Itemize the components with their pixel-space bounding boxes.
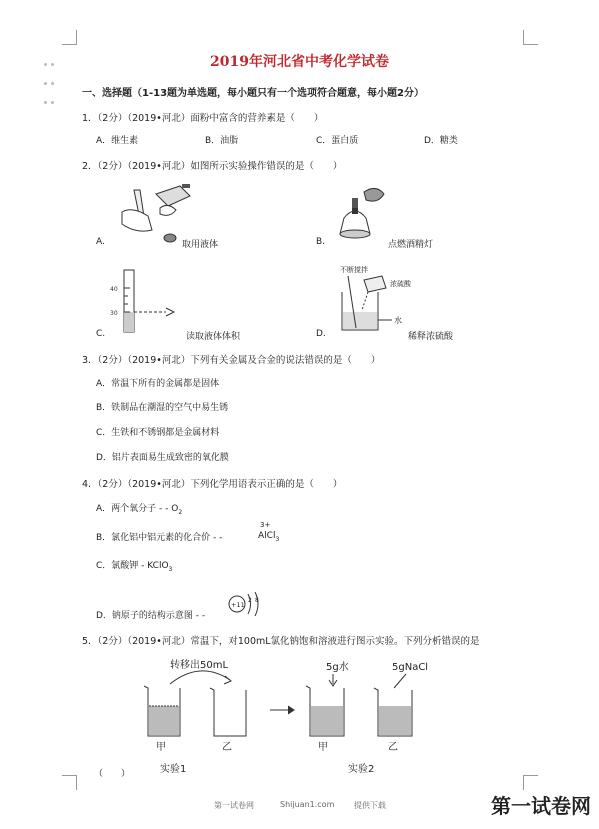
- label-transfer: 转移出50mL: [170, 660, 229, 671]
- q2-option-b-caption: 点燃酒精灯: [388, 240, 434, 250]
- q4-option-b: [96, 530, 222, 543]
- q4-option-b-sub: 3: [275, 535, 280, 543]
- label-stir: 不断搅拌: [340, 266, 368, 274]
- section-heading: 一、选择题（1-13题为单选题，每小题只有一个选项符合题意，每小题2分）: [82, 88, 424, 99]
- q4-option-a-text: A．两个氧分子 - - O: [96, 504, 179, 514]
- q4-option-a-sub: 2: [178, 508, 183, 516]
- question-3-stem: 3．（2分）（2019•河北）下列有关金属及合金的说法错误的是（ ）: [82, 355, 381, 366]
- q2-option-c-caption: 读取液体体积: [186, 332, 241, 342]
- label-water: 水: [394, 316, 402, 325]
- atom-shell-1: 2: [248, 597, 252, 604]
- q4-option-c: [96, 558, 172, 573]
- question-2-stem: 2．（2分）（2019•河北）如图所示实验操作错误的是（ ）: [82, 161, 343, 172]
- q3-option-d: D．铝片表面易生成致密的氧化膜: [96, 453, 229, 463]
- cylinder-mark-40: 40: [110, 286, 118, 293]
- crop-mark-top-right: [523, 30, 538, 45]
- footer-left: 第一试卷网: [214, 801, 254, 810]
- beaker-label-1: 甲: [156, 742, 166, 753]
- cylinder-mark-30: 30: [110, 310, 118, 317]
- q3-option-a: A．常温下所有的金属都是固体: [96, 379, 220, 389]
- q2-option-a-letter: A.: [96, 237, 105, 247]
- q4-option-b-text: B．氯化铝中铝元素的化合价 - -: [96, 533, 223, 543]
- figure-read-cylinder: [108, 268, 180, 334]
- q2-option-c-letter: C.: [96, 329, 106, 339]
- q3-option-c: C．生铁和不锈钢都是金属材料: [96, 428, 220, 438]
- figure-experiment: [130, 650, 450, 778]
- q2-option-d-letter: D.: [316, 329, 326, 339]
- brand-watermark: 第一试卷网: [491, 794, 591, 818]
- q1-option-d: D．糖类: [424, 136, 458, 146]
- experiment-2-label: 实验2: [348, 764, 375, 775]
- q4-option-c-sub: 3: [168, 565, 173, 573]
- atom-nucleus: +11: [231, 601, 245, 609]
- q3-option-b: B．铁制品在潮湿的空气中易生锈: [96, 403, 229, 413]
- q2-option-b-letter: B.: [316, 237, 326, 247]
- footer-right: 提供下载: [354, 801, 386, 810]
- q4-option-d: D．钠原子的结构示意图 - -: [96, 611, 206, 621]
- q4-option-b-formula: [258, 531, 279, 543]
- q4-option-b-charge: 3+: [260, 521, 271, 529]
- beaker-label-4: 乙: [388, 742, 398, 753]
- beaker-label-2: 乙: [222, 742, 232, 753]
- question-1-stem: 1．（2分）（2019•河北）面粉中富含的营养素是（ ）: [82, 113, 324, 124]
- label-water-5g: 5g水: [326, 662, 349, 673]
- question-5-stem: 5．（2分）（2019•河北）常温下，对100mL氯化钠饱和溶液进行图示实验。下列分析错误的是: [82, 636, 480, 647]
- q1-option-b: B．油脂: [205, 136, 239, 146]
- label-conc-acid: 浓硫酸: [390, 280, 411, 288]
- q2-option-a-caption: 取用液体: [182, 240, 219, 250]
- sodium-atom-diagram: [226, 590, 270, 618]
- q2-option-d-caption: 稀释浓硫酸: [408, 332, 454, 342]
- page-title: 2019年河北省中考化学试卷: [210, 54, 389, 70]
- crop-mark-bottom-right: [523, 775, 538, 790]
- figure-light-lamp: [336, 184, 388, 242]
- crop-mark-bottom-left: [62, 775, 77, 790]
- beaker-label-3: 甲: [318, 742, 328, 753]
- atom-shell-2: 8: [255, 597, 259, 604]
- q1-option-c: C．蛋白质: [316, 136, 359, 146]
- q1-option-a: A．维生素: [96, 136, 139, 146]
- footer-mid: Shijuan1.com: [280, 800, 335, 809]
- figure-dilute-acid: [334, 262, 444, 334]
- q4-option-c-text: C．氯酸钾 - KClO: [96, 561, 169, 571]
- q5-answer-paren: （ ）: [94, 769, 131, 779]
- label-nacl-5g: 5gNaCl: [392, 662, 429, 673]
- q4-option-a: [96, 501, 182, 516]
- q4-option-b-formula-text: AlCl: [258, 531, 276, 541]
- crop-mark-top-left: [62, 30, 77, 45]
- question-4-stem: 4．（2分）（2019•河北）下列化学用语表示正确的是（ ）: [82, 479, 343, 490]
- experiment-1-label: 实验1: [160, 764, 187, 775]
